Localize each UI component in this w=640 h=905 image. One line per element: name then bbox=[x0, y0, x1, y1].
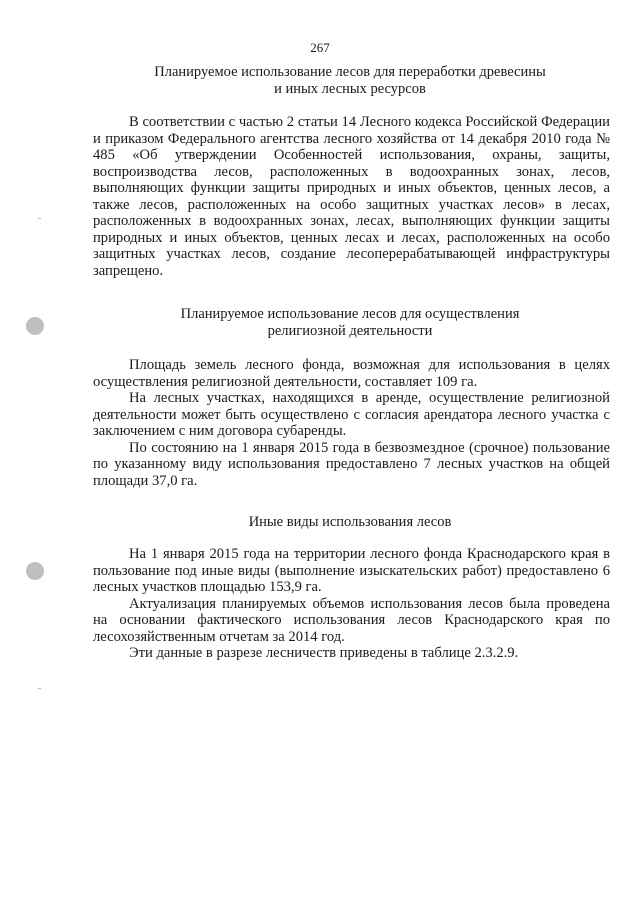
heading-line: Иные виды использования лесов bbox=[248, 514, 452, 530]
paragraph: На лесных участках, находящихся в аренде, осуществление религиозной деятельности может быть осуществлено с согласия арендатора лесного участка с заключением с ним договора субаренды. bbox=[93, 390, 610, 439]
paragraph: Актуализация планируемых объемов использования лесов была проведена на основании фактического использования лесов Краснодарского края по лесохозяйственным отчетам за 2014 год. bbox=[93, 595, 610, 645]
paragraph: По состоянию на 1 января 2015 года в безвозмездное (срочное) пользование по указанному виду использования предоставлено 7 лесных участков на общей площади 37,0 га. bbox=[93, 439, 610, 489]
punch-hole bbox=[26, 317, 44, 335]
heading-line: Планируемое использование лесов для осуществления bbox=[180, 306, 520, 322]
margin-mark bbox=[38, 688, 41, 689]
margin-mark bbox=[38, 218, 41, 219]
section-body-wood-processing bbox=[93, 114, 610, 279]
section-heading-wood-processing bbox=[60, 64, 640, 98]
page-number: 267 bbox=[310, 40, 330, 55]
heading-line: и иных лесных ресурсов bbox=[274, 81, 426, 97]
paragraph: Площадь земель лесного фонда, возможная для использования в целях осуществления религиозной деятельности, составляет 109 га. bbox=[93, 357, 610, 390]
paragraph: На 1 января 2015 года на территории лесного фонда Краснодарского края в пользование под иные виды (выполнение изыскательских работ) предоставлено 6 лесных участков площадью 153,9 га. bbox=[93, 546, 610, 595]
section-heading-other-uses bbox=[60, 514, 640, 531]
heading-line: Планируемое использование лесов для переработки древесины bbox=[154, 64, 546, 80]
paragraph: В соответствии с частью 2 статьи 14 Лесного кодекса Российской Федерации и приказом Федерального агентства лесного хозяйства от 14 декабря 2010 года № 485 «Об утверждении Особенностей использования, охраны, защиты, воспроизводства лесов, расположенных в водоохранных зонах, лесов, выполняющих функции защиты природных и иных объектов, ценных лесов, а также лесов, расположенных на особо защитных участках лесов» в лесах, расположенных в водоохранных зонах, лесах, выполняющих функции защиты природных и иных объектов, ценных лесах и лесах, расположенных на особо защитных участках лесов, создание лесоперерабатывающей инфраструктуры запрещено. bbox=[93, 114, 610, 279]
section-heading-religious-activity bbox=[60, 306, 640, 340]
section-body-other-uses bbox=[93, 546, 610, 662]
section-body-religious-activity bbox=[93, 357, 610, 489]
paragraph: Эти данные в разрезе лесничеств приведены в таблице 2.3.2.9. bbox=[129, 645, 519, 661]
punch-hole bbox=[26, 562, 44, 580]
heading-line: религиозной деятельности bbox=[267, 323, 433, 339]
